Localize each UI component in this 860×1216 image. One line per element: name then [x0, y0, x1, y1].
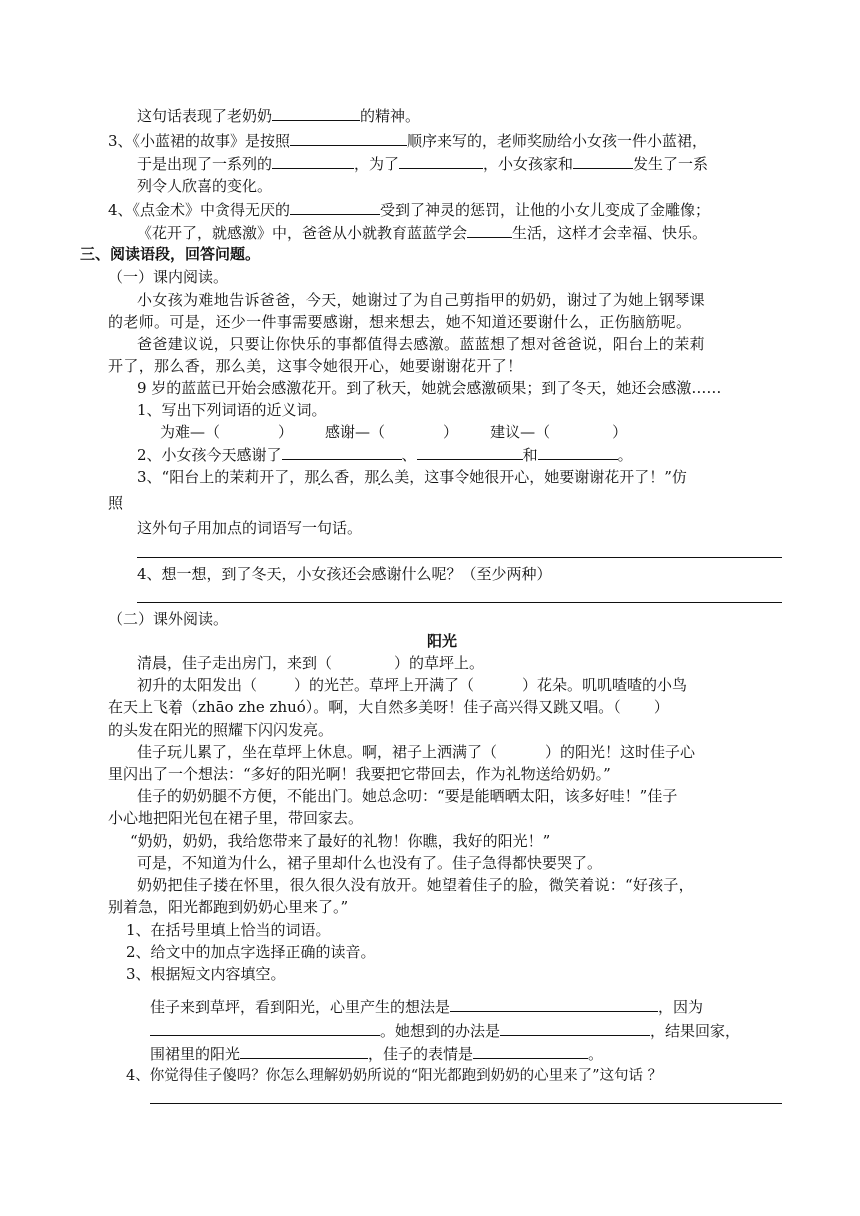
- text-line: 《花开了，就感激》中，爸爸从小就教育蓝蓝学会 生活，这样才会幸福、快乐。: [137, 224, 708, 242]
- paragraph-line: 可是，不知道为什么，裙子里却什么也没有了。佳子急得都快要哭了。: [137, 854, 603, 872]
- paragraph-line: 佳子玩儿累了，坐在草坪上休息。啊，裙子上洒满了（ ）的阳光！这时佳子心: [137, 743, 696, 761]
- question-2: 2、小女孩今天感谢了 、 和 。: [137, 446, 633, 464]
- question-3: 3、《小蓝裙的故事》是按照 顺序来写的，老师奖励给小女孩一件小蓝裙，: [108, 132, 708, 150]
- subsection-heading: （二）课外阅读。: [108, 610, 229, 628]
- question-1: 1、在括号里填上恰当的词语。: [126, 921, 331, 939]
- paragraph-line: 爸爸建议说，只要让你快乐的事都值得去感激。蓝蓝想了想对爸爸说，阳台上的茉莉: [137, 335, 705, 353]
- paragraph-line: 初升的太阳发出（ ）的光芒。草坪上开满了（ ）花朵。叽叽喳喳的小鸟: [137, 676, 688, 694]
- paragraph-line: 清晨，佳子走出房门，来到（ ）的草坪上。: [137, 654, 485, 672]
- text-line: 列令人欣喜的变化。: [137, 177, 273, 195]
- question-1: 1、写出下列词语的近义词。: [137, 401, 327, 419]
- question-4: 4、你觉得佳子傻吗？你怎么理解奶奶所说的“阳光都跑到奶奶的心里来了”这句话 ？: [126, 1068, 663, 1084]
- synonym-row: 为难—（ ） 感谢—（ ） 建议—（ ）: [160, 423, 628, 441]
- answer-blank[interactable]: [450, 996, 658, 1012]
- paragraph-line: 小心地把阳光包在裙子里，带回家去。: [108, 809, 364, 827]
- paragraph-line: 里闪出了一个想法：“多好的阳光啊！我要把它带回去，作为礼物送给奶奶。”: [108, 765, 611, 783]
- answer-blank[interactable]: [282, 444, 402, 460]
- answer-blank[interactable]: [467, 222, 512, 238]
- paragraph-line: 奶奶把佳子搂在怀里，很久很久没有放开。她望着佳子的脸，微笑着说：“好孩子，: [137, 876, 694, 894]
- answer-blank[interactable]: [272, 153, 354, 169]
- answer-blank[interactable]: [240, 1043, 368, 1059]
- fill-line: 佳子来到草坪，看到阳光，心里产生的想法是 ，因为: [150, 998, 704, 1016]
- question-3: 3、根据短文内容填空。: [126, 965, 286, 983]
- paragraph-line: 别着急，阳光都跑到奶奶心里来了。”: [108, 898, 349, 916]
- section-title: 三、阅读语段，回答问题。: [80, 245, 261, 263]
- paragraph-line: 的头发在阳光的照耀下闪闪发亮。: [108, 721, 334, 739]
- text-line: 这外句子用加点的词语写一句话。: [137, 519, 363, 537]
- answer-blank[interactable]: [290, 130, 407, 146]
- paragraph-line: 小女孩为难地告诉爸爸，今天，她谢过了为自己剪指甲的奶奶，谢过了为她上钢琴课: [137, 291, 705, 309]
- question-4: 4、想一想，到了冬天，小女孩还会感谢什么呢？（至少两种）: [137, 565, 552, 583]
- paragraph-line: 佳子的奶奶腿不方便，不能出门。她总念叨：“要是能晒晒太阳，该多好哇！”佳子: [137, 787, 678, 805]
- question-4: 4、《点金术》中贪得无厌的 受到了神灵的惩罚，让他的小女儿变成了金雕像；: [108, 201, 711, 219]
- answer-line[interactable]: [150, 1103, 782, 1104]
- answer-blank[interactable]: [417, 444, 523, 460]
- answer-blank[interactable]: [500, 1020, 650, 1036]
- text-line: 这句话表现了老奶奶 的精神。: [137, 107, 421, 125]
- question-2: 2、给文中的加点字选择正确的读音。: [126, 943, 376, 961]
- answer-blank[interactable]: [473, 1043, 588, 1059]
- paragraph-line: 9 岁的蓝蓝已开始会感激花开。到了秋天，她就会感激硕果；到了冬天，她还会感激……: [137, 379, 722, 397]
- answer-blank[interactable]: [150, 1020, 380, 1036]
- text-line: 于是出现了一系列的 ，为了 ，小女孩家和 发生了一系: [137, 155, 709, 173]
- paragraph-line: 开了，那么香，那么美，这事令她很开心，她要谢谢花开了！: [108, 357, 523, 375]
- question-3: 3、“阳台上的茉莉开了，那么香，那么美，这事令她很开心，她要谢谢花开了！”仿: [137, 468, 687, 486]
- answer-blank[interactable]: [272, 105, 360, 121]
- answer-blank[interactable]: [538, 444, 618, 460]
- answer-line[interactable]: [137, 602, 782, 603]
- answer-blank[interactable]: [399, 153, 483, 169]
- story-title: 阳光: [427, 632, 458, 650]
- text-line: 照: [108, 494, 124, 512]
- fill-line: 。她想到的办法是 ，结果回家，: [150, 1020, 740, 1041]
- fill-line: 围裙里的阳光 ，佳子的表情是 。: [150, 1045, 604, 1063]
- answer-blank[interactable]: [573, 153, 633, 169]
- answer-blank[interactable]: [290, 199, 380, 215]
- paragraph-line: “奶奶，奶奶，我给您带来了最好的礼物！你瞧，我好的阳光！”: [130, 832, 551, 850]
- paragraph-line: 在天上飞着（zhāo zhe zhuó）。啊，大自然多美呀！佳子高兴得又跳又唱。（ ）: [108, 698, 669, 716]
- paragraph-line: 的老师。可是，还少一件事需要感谢，想来想去，她不知道还要谢什么，正伤脑筋呢。: [108, 313, 692, 331]
- answer-line[interactable]: [137, 557, 782, 558]
- subsection-heading: （一）课内阅读。: [108, 268, 229, 286]
